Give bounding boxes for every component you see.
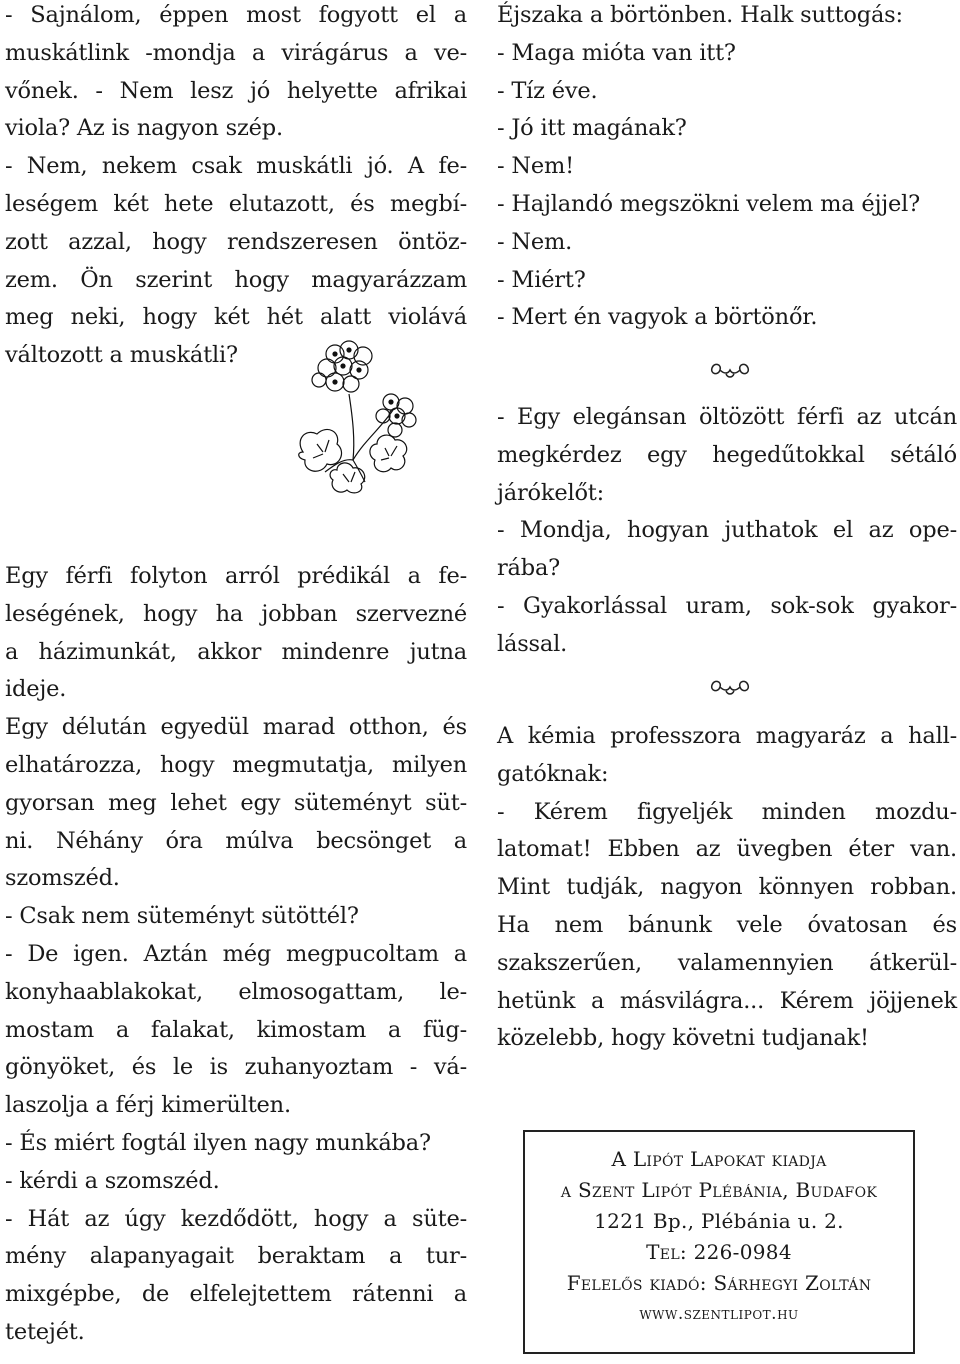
text-line: - Gyakorlással uram, sok-sok gyakor- [497, 592, 957, 619]
text-line: - De igen. Aztán még megpucoltam a [5, 940, 467, 967]
imprint-address: 1221 Bp., Plébánia u. 2. [594, 1209, 844, 1233]
text-line: elhatározza, hogy megmutatja, milyen [5, 751, 467, 778]
text-line: meg neki, hogy két hét alatt violává [5, 304, 467, 331]
geranium-illustration [293, 340, 419, 496]
text-line: a házimunkát, akkor mindenre jutna [5, 638, 467, 665]
imprint-website: www.szentlipot.hu [639, 1304, 799, 1324]
text-line: járókelőt: [497, 479, 605, 506]
text-line: mixgépbe, de elfelejtettem rátenni a [5, 1281, 467, 1308]
text-line: lással. [497, 630, 568, 657]
text-line: - Nem. [497, 228, 573, 255]
text-line: A kémia professzora magyaráz a hall- [497, 723, 957, 749]
text-line: - Csak nem süteményt sütöttél? [5, 903, 359, 930]
text-line: - Sajnálom, éppen most fogyott el a [5, 2, 467, 28]
text-line: megkérdez egy hegedűtokkal sétáló [497, 441, 957, 468]
text-line: Egy férfi folyton arról prédikál a fe- [5, 563, 467, 589]
text-line: konyhaablakokat, elmosogattam, le- [5, 978, 467, 1005]
joke-prison [497, 0, 957, 337]
text-line: gatóknak: [497, 760, 609, 787]
text-line: muskátlink -mondja a virágárus a ve- [5, 39, 467, 66]
text-line: - Maga mióta van itt? [497, 39, 736, 66]
text-line: gyorsan meg lehet egy süteményt süt- [5, 789, 467, 816]
joke-geranium [5, 0, 467, 375]
text-line: Ha nem bánunk vele óvatosan és [497, 911, 957, 938]
text-line: mostam a falakat, kimostam a füg- [5, 1016, 467, 1043]
imprint-phone: Tel: 226-0984 [646, 1240, 792, 1264]
text-line: - Egy elegánsan öltözött férfi az utcán [497, 404, 957, 430]
text-line: mény alapanyagait beraktam a tur- [5, 1243, 467, 1270]
text-line: szomszéd. [5, 865, 120, 892]
joke-opera [497, 399, 957, 664]
text-line: hetünk a másvilágra... Kérem jöjjenek [497, 987, 957, 1014]
imprint-parish: a Szent Lipót Plébánia, Budafok [560, 1178, 878, 1202]
joke-chemistry [497, 718, 957, 1058]
text-line: Éjszaka a börtönben. Halk suttogás: [497, 2, 903, 28]
text-line: - Nem, nekem csak muskátli jó. A fe- [5, 153, 467, 180]
text-line: latomat! Ebben az üvegben éter van. [497, 836, 957, 863]
imprint-publisher: A Lipót Lapokat kiadja [611, 1147, 827, 1171]
text-line: - Mert én vagyok a börtönőr. [497, 304, 818, 331]
text-line: zem. Ön szerint hogy magyarázzam [5, 266, 467, 293]
text-line: - Jó itt magának? [497, 115, 687, 142]
text-line: tetejét. [5, 1318, 85, 1345]
text-line: Egy délután egyedül marad otthon, és [5, 714, 467, 741]
text-line: közelebb, hogy követni tudjanak! [497, 1025, 869, 1052]
text-line: - kérdi a szomszéd. [5, 1167, 220, 1194]
text-line: változott a muskátli? [5, 342, 238, 369]
text-line: laszolja a férj kimerülten. [5, 1092, 291, 1119]
text-line: leségének, hogy ha jobban szervezné [5, 600, 467, 627]
text-line: ideje. [5, 676, 67, 703]
imprint-box [523, 1130, 915, 1354]
text-line: leségem két hete elutazott, és megbí- [5, 190, 467, 217]
text-line: rába? [497, 555, 561, 582]
text-line: szakszerűen, valamennyien átkerül- [497, 949, 957, 976]
text-line: zott azzal, hogy rendszeresen öntöz- [5, 228, 467, 255]
text-line: viola? Az is nagyon szép. [5, 115, 283, 142]
ornament-divider [700, 677, 760, 699]
joke-cake [5, 558, 467, 1352]
text-line: - Mondja, hogyan juthatok el az ope- [497, 517, 957, 544]
text-line: - És miért fogtál ilyen nagy munkába? [5, 1129, 431, 1156]
text-line: - Hajlandó megszökni velem ma éjjel? [497, 190, 921, 217]
imprint-editor: Felelős kiadó: Sárhegyi Zoltán [566, 1271, 872, 1295]
text-line: gönyöket, és le is zuhanyoztam - vá- [5, 1054, 467, 1081]
text-line: - Tíz éve. [497, 77, 598, 104]
text-line: Mint tudják, nagyon könnyen robban. [497, 874, 957, 901]
text-line: - Nem! [497, 153, 574, 180]
text-line: - Kérem figyeljék minden mozdu- [497, 798, 957, 825]
ornament-divider [700, 360, 760, 382]
text-line: - Miért? [497, 266, 586, 293]
text-line: vőnek. - Nem lesz jó helyette afrikai [5, 77, 467, 104]
text-line: - Hát az úgy kezdődött, hogy a süte- [5, 1205, 467, 1232]
text-line: ni. Néhány óra múlva becsönget a [5, 827, 467, 854]
